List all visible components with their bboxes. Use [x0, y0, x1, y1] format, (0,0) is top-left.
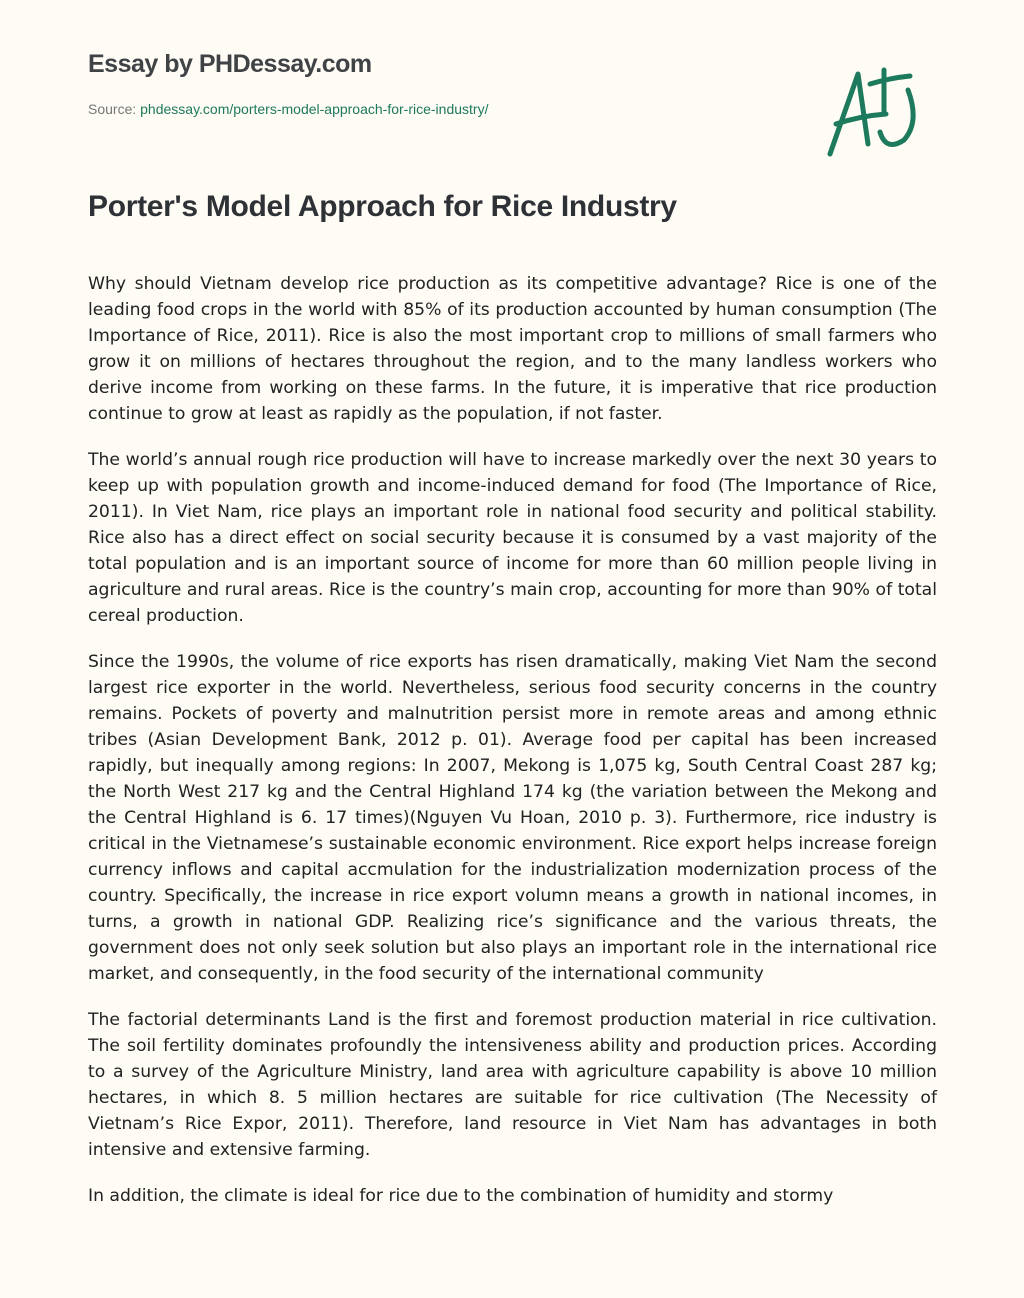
page-header: [0, 0, 1024, 223]
paragraph: Since the 1990s, the volume of rice exports has risen dramatically, making Viet Nam the second largest rice exporter in the world. Nevertheless, serious food security concerns in the country remains. Pockets of poverty and malnutrition persist more in remote areas and among ethnic tribes (Asian Development Bank, 2012 p. 01). Average food per capital has been increased rapidly, but inequally among regions: In 2007, Mekong is 1,075 kg, South Central Coast 287 kg; the North West 217 kg and the Central Highland 174 kg (the variation between the Mekong and the Central Highland is 6. 17 times)(Nguyen Vu Hoan, 2010 p. 3). Furthermore, rice industry is critical in the Vietnamese’s sustainable economic environment. Rice export helps increase foreign currency inflows and capital accmulation for the industrialization modernization process of the country. Specifically, the increase in rice export volumn means a growth in national incomes, in turns, a growth in national GDP. Realizing rice’s significance and the various threats, the government does not only seek solution but also plays an important role in the international rice market, and consequently, in the food security of the international community: [88, 652, 937, 984]
paragraph: The world’s annual rough rice production will have to increase markedly over the next 30 years to keep up with population growth and income-induced demand for food (The Importance of Rice, 2011). In Viet Nam, rice plays an important role in national food security and political stability. Rice also has a direct effect on social security because it is consumed by a vast majority of the total population and is an important source of income for more than 60 million people living in agriculture and rural areas. Rice is the country’s main crop, accounting for more than 90% of total cereal production.: [88, 450, 937, 626]
a-plus-logo-icon: [820, 62, 930, 162]
paragraph: In addition, the climate is ideal for rice due to the combination of humidity and stormy: [88, 1186, 834, 1206]
essay-title: Porter's Model Approach for Rice Industry: [88, 190, 677, 223]
source-label: Source:: [88, 101, 137, 117]
essay-body: [88, 271, 937, 1229]
paragraph: Why should Vietnam develop rice production as its competitive advantage? Rice is one of the leading food crops in the world with 85% of its production accounted by human consumption (The Importance of Rice, 2011). Rice is also the most important crop to millions of small farmers who grow it on millions of hectares throughout the region, and to the many landless workers who derive income from working on these farms. In the future, it is imperative that rice production continue to grow at least as rapidly as the population, if not faster.: [88, 274, 937, 424]
site-brand[interactable]: Essay by PHDessay.com: [88, 50, 372, 78]
source-line: [88, 101, 488, 117]
source-link[interactable]: phdessay.com/porters-model-approach-for-rice-industry/: [140, 101, 489, 117]
paragraph: The factorial determinants Land is the first and foremost production material in rice cultivation. The soil fertility dominates profoundly the intensiveness ability and production prices. According to a survey of the Agriculture Ministry, land area with agriculture capability is above 10 million hectares, in which 8. 5 million hectares are suitable for rice cultivation (The Necessity of Vietnam’s Rice Expor, 2011). Therefore, land resource in Viet Nam has advantages in both intensive and extensive farming.: [88, 1010, 937, 1160]
